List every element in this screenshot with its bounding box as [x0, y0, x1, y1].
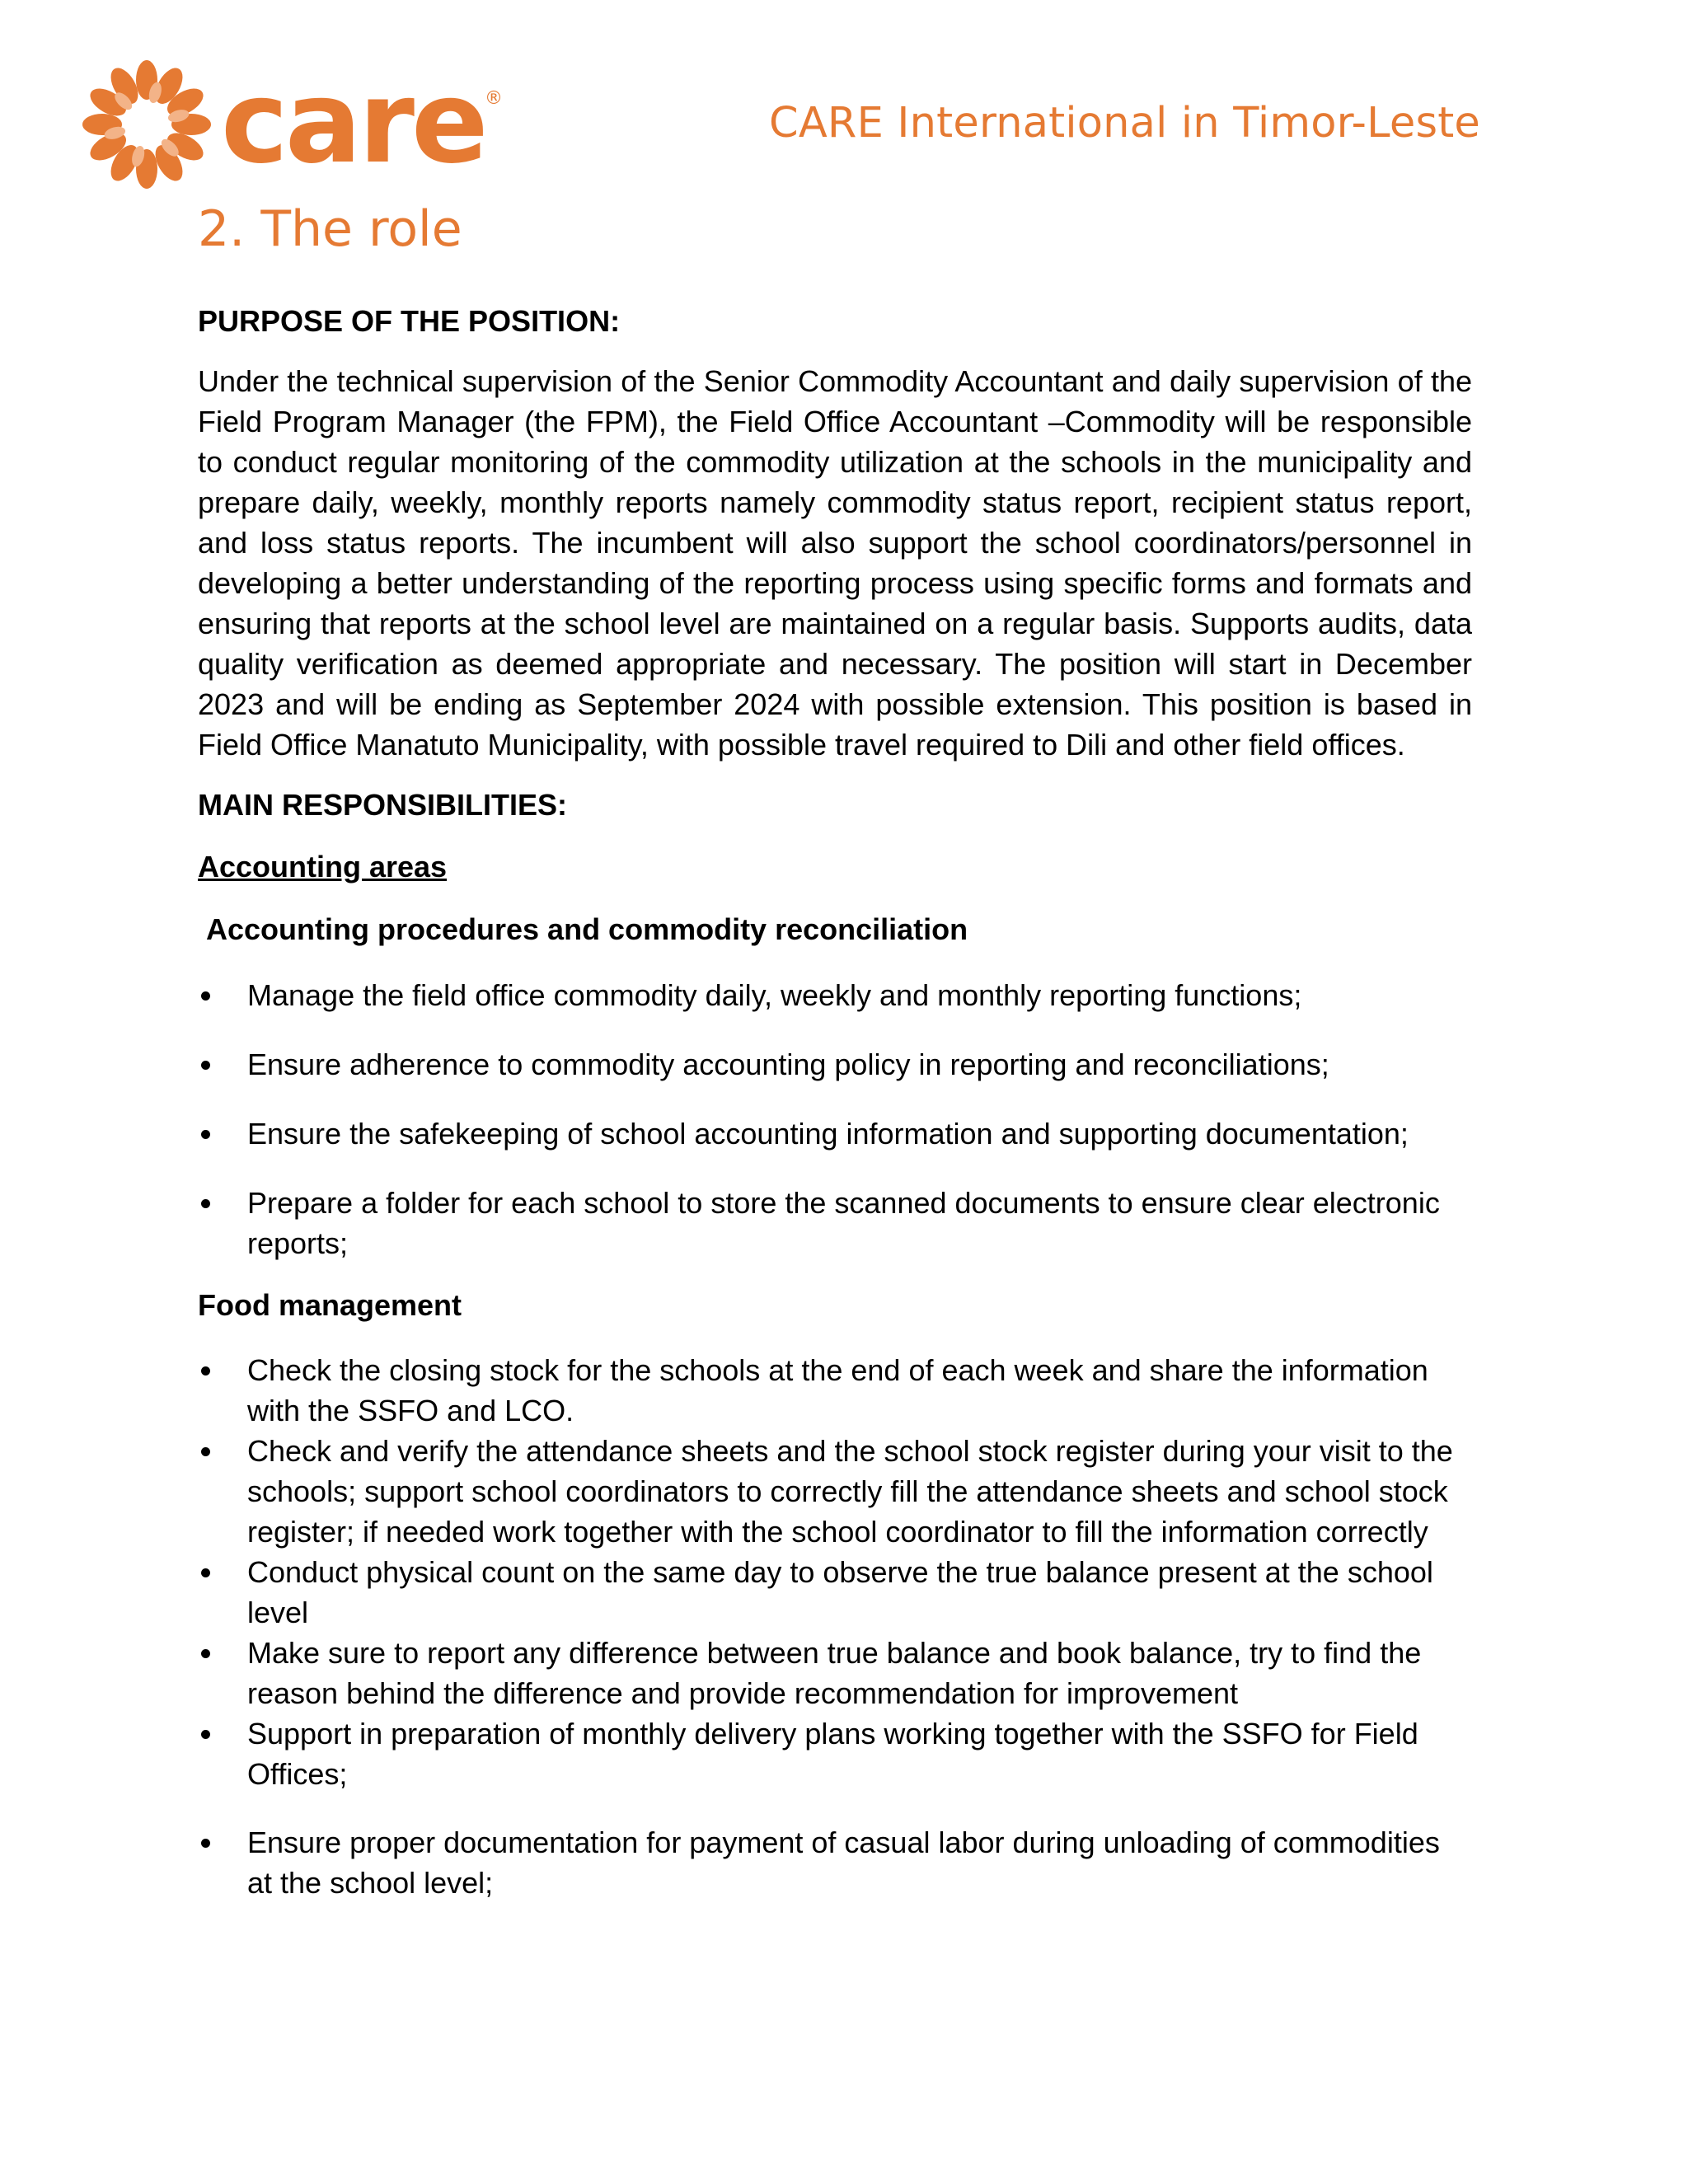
- accounting-list: [198, 975, 1472, 1263]
- list-item-text: Ensure the safekeeping of school accounting information and supporting documentation;: [247, 1117, 1409, 1151]
- list-item: [198, 1822, 1472, 1903]
- list-item-text: Ensure proper documentation for payment of casual labor during unloading of commodities at the school level;: [247, 1825, 1440, 1900]
- list-item-text: Conduct physical count on the same day to observe the true balance present at the school level: [247, 1555, 1433, 1629]
- responsibilities-heading: MAIN RESPONSIBILITIES:: [198, 788, 568, 822]
- bullet-icon: [201, 1199, 210, 1208]
- bullet-icon: [201, 1130, 210, 1139]
- list-item: [198, 1552, 1472, 1633]
- list-item: [198, 1633, 1472, 1713]
- list-item: [198, 1431, 1472, 1552]
- list-item-text: Make sure to report any difference between true balance and book balance, try to find the reason behind the difference and provide recommendation for improvement: [247, 1636, 1422, 1710]
- list-item: [198, 975, 1472, 1015]
- list-item: [198, 1113, 1472, 1154]
- list-item-text: Ensure adherence to commodity accounting policy in reporting and reconciliations;: [247, 1047, 1329, 1081]
- list-item: [198, 1713, 1472, 1794]
- bullet-icon: [201, 1649, 210, 1658]
- bullet-icon: [201, 1839, 210, 1848]
- food-management-list: [198, 1350, 1472, 1903]
- list-item: [198, 1044, 1472, 1085]
- bullet-icon: [201, 1568, 210, 1577]
- care-wordmark: care: [221, 56, 485, 189]
- purpose-heading: PURPOSE OF THE POSITION:: [198, 304, 621, 338]
- list-item-text: Check and verify the attendance sheets and the school stock register during your visit to the schools; support school coordinators to correctly fill the attendance sheets and school stock register; if needed work together with the school coordinator to fill the information correctly: [247, 1434, 1453, 1549]
- organization-name: CARE International in Timor-Leste: [769, 99, 1480, 148]
- bullet-icon: [201, 1447, 210, 1456]
- list-item: [198, 1183, 1472, 1263]
- list-item-text: Manage the field office commodity daily, weekly and monthly reporting functions;: [247, 978, 1302, 1012]
- accounting-areas-heading: Accounting areas: [198, 850, 448, 883]
- food-management-heading: Food management: [198, 1288, 462, 1322]
- list-item: [198, 1350, 1472, 1431]
- care-logo: [81, 54, 509, 194]
- list-item-text: Check the closing stock for the schools at the end of each week and share the information with the SSFO and LCO.: [247, 1353, 1428, 1427]
- bullet-icon: [201, 1730, 210, 1739]
- purpose-paragraph: Under the technical supervision of the Senior Commodity Accountant and daily supervision of the Field Program Manager (the FPM), the Field Office Accountant –Commodity will be responsible to conduct regular monitoring of the commodity utilization at the schools in the municipality and prepare daily, weekly, monthly reports namely commodity status report, recipient status report, and loss status reports. The incumbent will also support the school coordinators/personnel in developing a better understanding of the reporting process using specific forms and formats and ensuring that reports at the school level are maintained on a regular basis. Supports audits, data quality verification as deemed appropriate and necessary. The position will start in December 2023 and will be ending as September 2024 with possible extension. This position is based in Field Office Manatuto Municipality, with possible travel required to Dili and other field offices.: [198, 364, 1472, 762]
- registered-mark: ®: [485, 88, 503, 109]
- section-heading: 2. The role: [198, 200, 462, 258]
- hands-circle-icon: [82, 60, 211, 189]
- bullet-icon: [201, 991, 210, 1001]
- list-item-text: Support in preparation of monthly delivery plans working together with the SSFO for Field Offices;: [247, 1717, 1418, 1791]
- document-body: [198, 301, 1472, 1903]
- bullet-icon: [201, 1061, 210, 1070]
- list-item-text: Prepare a folder for each school to store the scanned documents to ensure clear electronic reports;: [247, 1186, 1440, 1260]
- accounting-procedures-heading: Accounting procedures and commodity reconciliation: [206, 912, 968, 946]
- bullet-icon: [201, 1366, 210, 1376]
